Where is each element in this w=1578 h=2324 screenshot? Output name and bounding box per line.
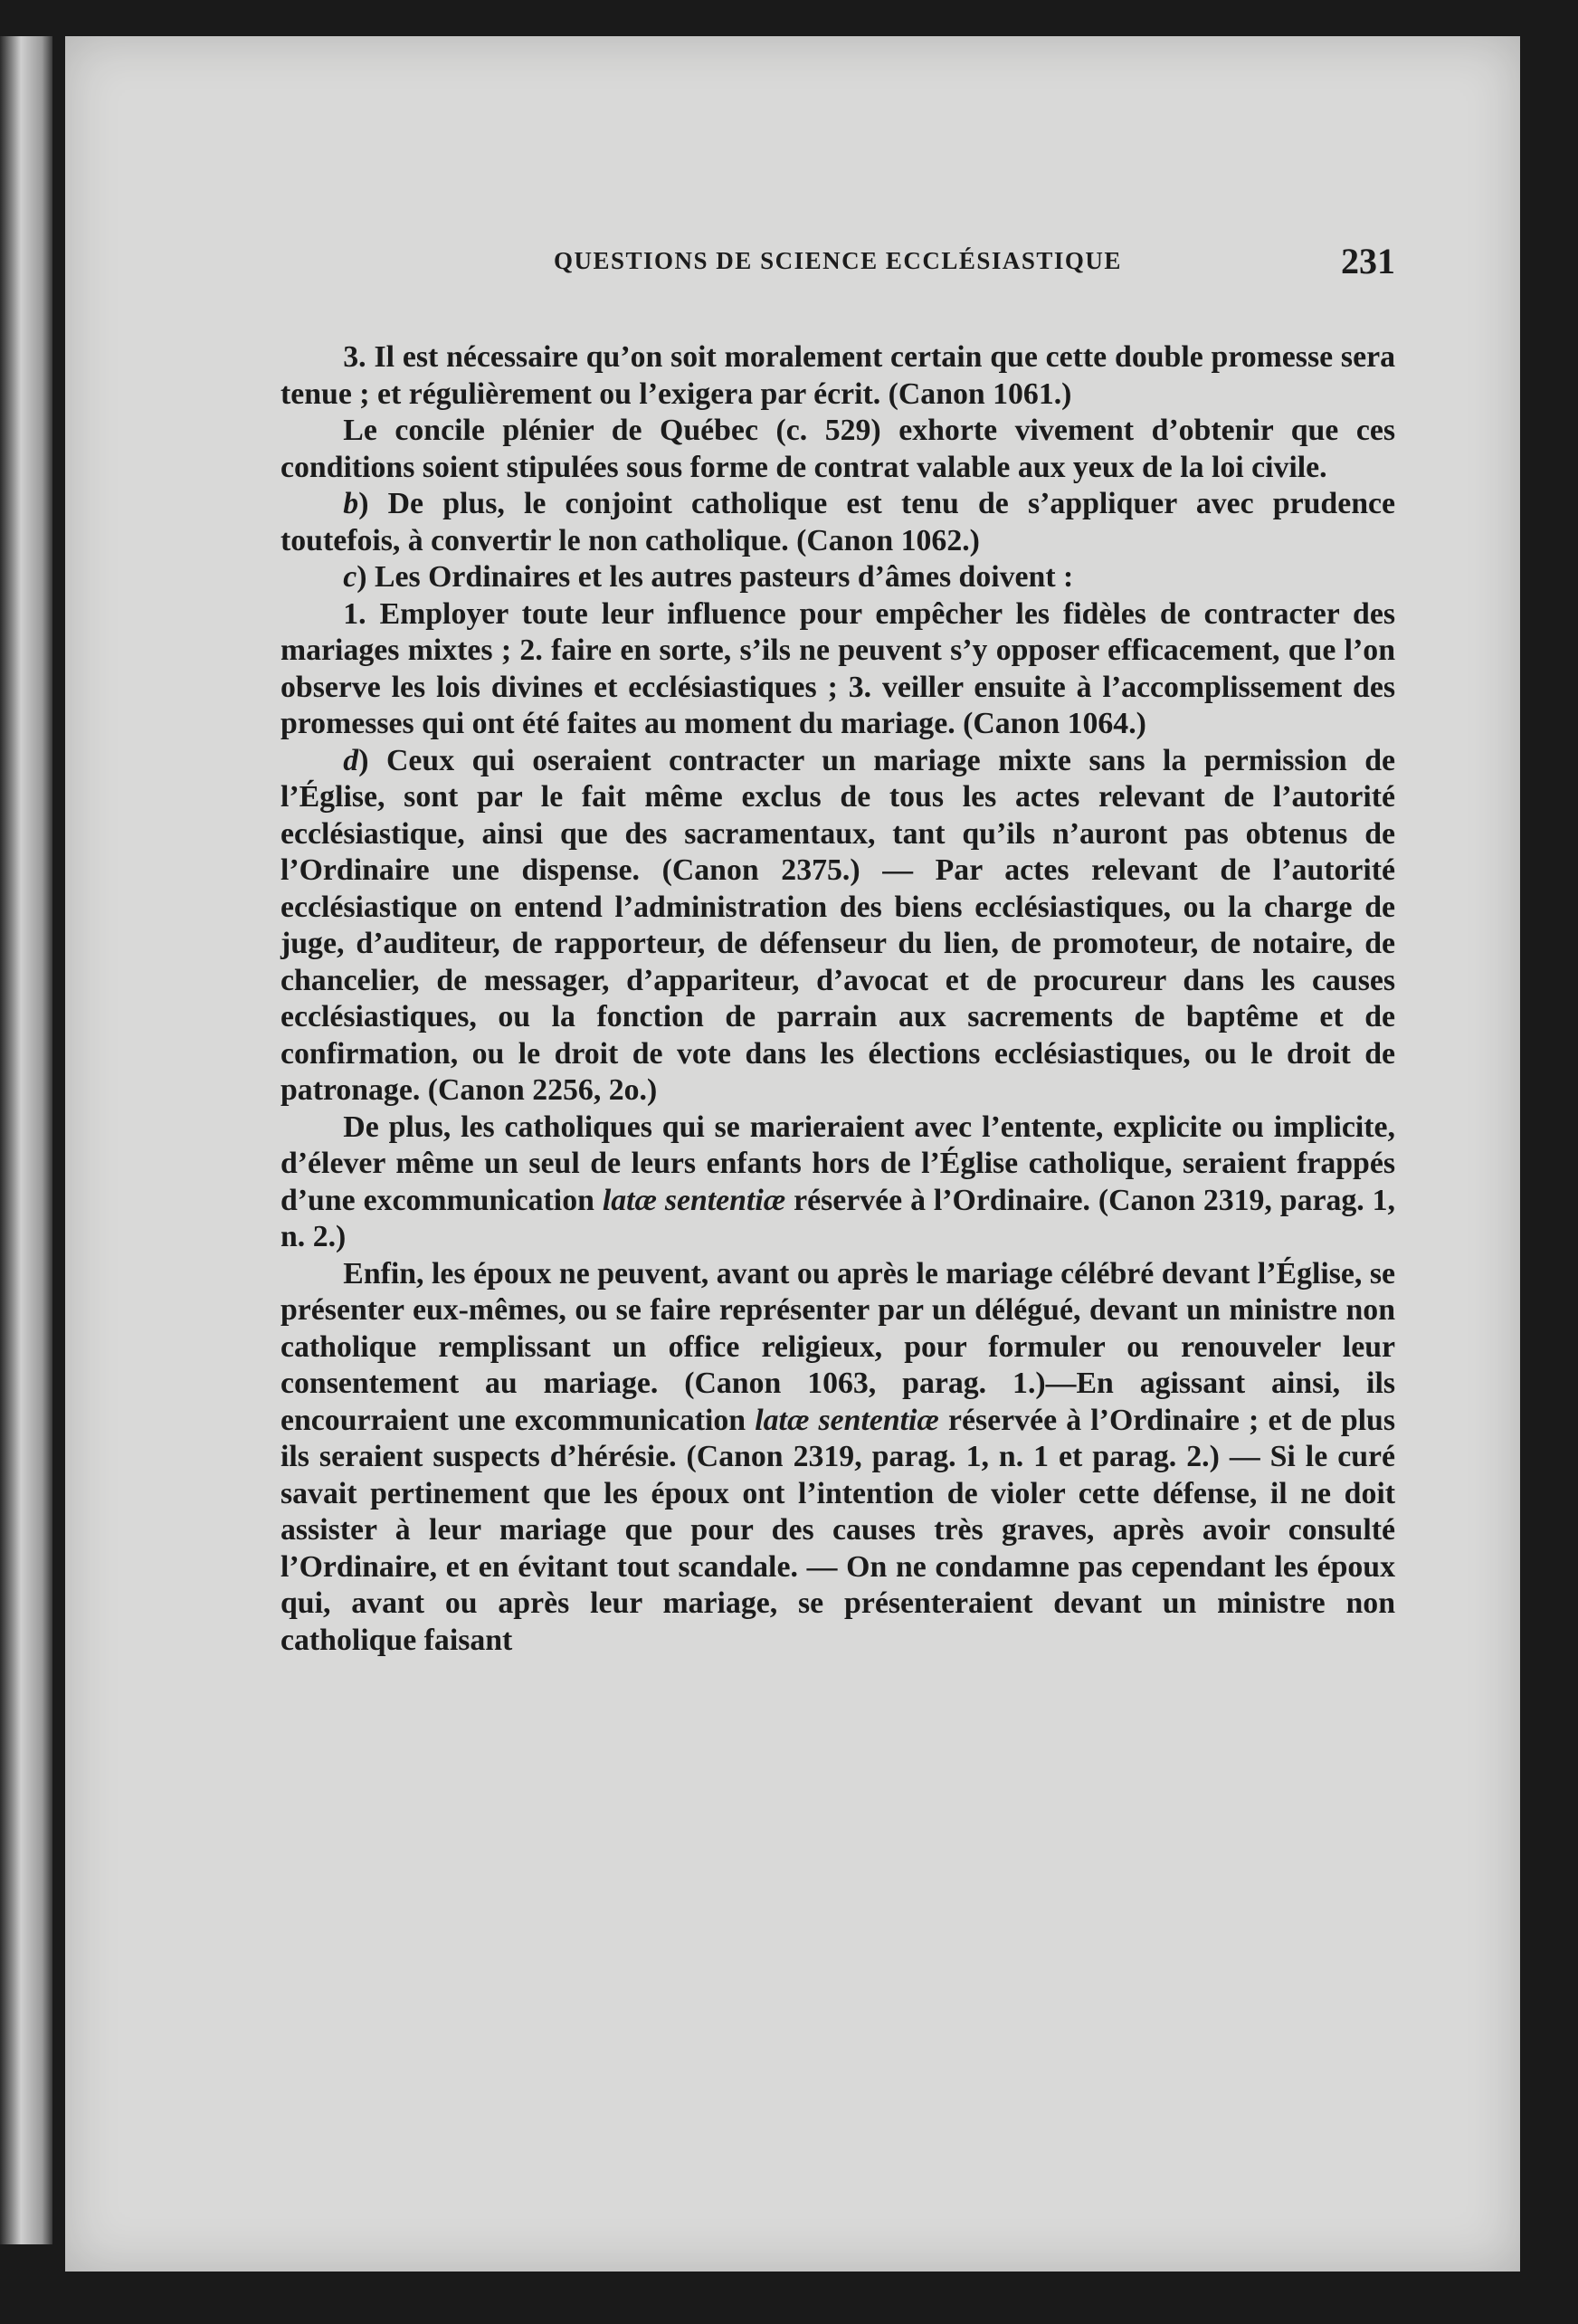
paragraph — [280, 1256, 1395, 1660]
paragraph — [280, 1110, 1395, 1256]
text-run: 1. Employer toute leur influence pour empêcher les fidèles de contracter des mariages mixtes ; 2. faire en sorte, s’ils ne peuvent s’y opposer efficacement, que l’on observe les lois divines et ecclésiastiques ; 3. veiller ensuite à l’accomplissement des promesses qui ont été faites au moment du mariage. (Canon 1064.) — [280, 596, 1395, 740]
italic-text: latæ sententiæ — [602, 1183, 786, 1217]
text-run: ) Les Ordinaires et les autres pasteurs d’âmes doivent : — [356, 560, 1074, 594]
running-head — [282, 231, 1395, 285]
paragraph — [280, 339, 1395, 413]
text-run: De plus, les catholiques qui se marieraient avec l’entente, explicite ou implicite, d’élever même un seul de leurs enfants hors de l’Église catholique, seraient frappés d’une excommunication — [280, 1110, 1395, 1217]
paragraph — [280, 486, 1395, 559]
page-number: 231 — [1341, 241, 1395, 281]
italic-text: d — [343, 743, 359, 777]
text-run: réservée à l’Ordinaire ; et de plus ils seraient suspects d’hérésie. (Canon 2319, parag. 1, n. 1 et parag. 2.) — Si le curé savait pertinement que les époux ont l’intention de violer cette défense, il ne doit assister à leur mariage que pour des causes très graves, après avoir consulté l’Ordinaire, et en évitant tout scandale. — On ne condamne pas cependant les époux qui, avant ou après leur mariage, se présenteraient devant un ministre non catholique faisant — [280, 1403, 1395, 1657]
text-run: réservée à l’Ordinaire. (Canon 2319, parag. 1, n. 2.) — [280, 1183, 1396, 1253]
paragraph — [280, 413, 1395, 486]
text-run: Le concile plénier de Québec (c. 529) exhorte vivement d’obtenir que ces conditions soient stipulées sous forme de contrat valable aux yeux de la loi civile. — [280, 414, 1395, 484]
text-run: Enfin, les époux ne peuvent, avant ou après le mariage célébré devant l’Église, se présenter eux-mêmes, ou se faire représenter par un délégué, devant un ministre non catholique remplissant un office religieux, pour formuler ou renouveler leur consentement au mariage. (Canon 1063, parag. 1.)—En agissant ainsi, ils encourraient une excommunication — [280, 1256, 1395, 1437]
italic-text: latæ sententiæ — [755, 1403, 939, 1437]
book-page — [65, 36, 1520, 2272]
running-head-title: QUESTIONS DE SCIENCE ECCLÉSIASTIQUE — [554, 247, 1122, 274]
left-page-edge — [0, 36, 52, 2244]
body-text — [280, 339, 1395, 1659]
text-run: ) De plus, le conjoint catholique est tenu de s’appliquer avec prudence toutefois, à convertir le non catholique. (Canon 1062.) — [280, 487, 1395, 557]
text-run: ) Ceux qui oseraient contracter un mariage mixte sans la permission de l’Église, sont par le fait même exclus de tous les actes relevant de l’autorité ecclésiastique, ainsi que des sacramentaux, tant qu’ils n’auront pas obtenus de l’Ordinaire une dispense. (Canon 2375.) — Par actes relevant de l’autorité ecclésiastique on entend l’administration des biens ecclésiastiques, ou la charge de juge, d’auditeur, de rapporteur, de défenseur du lien, de promoteur, de notaire, de chancelier, de messager, d’appariteur, d’avocat et de procureur dans les causes ecclésiastiques, ou la fonction de parrain aux sacrements de baptême et de confirmation, ou le droit de vote dans les élections ecclésiastiques, ou le droit de patronage. (Canon 2256, 2o.) — [280, 743, 1395, 1107]
text-run: 3. Il est nécessaire qu’on soit moralement certain que cette double promesse sera tenue ; et régulièrement ou l’exigera par écrit. (Canon 1061.) — [280, 340, 1395, 411]
paragraph — [280, 743, 1395, 1110]
italic-text: b — [343, 487, 359, 520]
paragraph — [280, 596, 1395, 743]
paragraph — [280, 559, 1395, 596]
italic-text: c — [343, 560, 357, 594]
